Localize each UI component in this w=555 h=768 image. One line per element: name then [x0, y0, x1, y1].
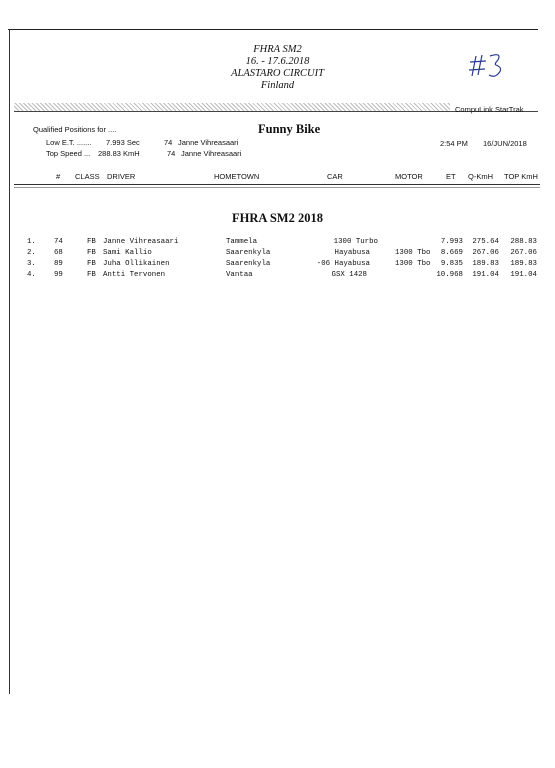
row-hometown: Saarenkyla	[226, 260, 271, 268]
row-num: 74	[54, 238, 63, 246]
col-motor: MOTOR	[395, 172, 423, 181]
header-rule-secondary	[14, 187, 540, 188]
event-circuit: ALASTARO CIRCUIT	[231, 68, 324, 79]
row-driver: Janne Vihreasaari	[103, 238, 179, 246]
top-speed-driver: Janne Vihreasaari	[181, 149, 242, 158]
row-hometown: Tammela	[226, 238, 258, 246]
event-country: Finland	[260, 80, 295, 91]
top-border-line	[8, 29, 538, 30]
hatch-band	[14, 103, 450, 111]
qualified-heading: Qualified Positions for ....	[33, 125, 117, 134]
low-et-label: Low E.T. .......	[46, 138, 92, 147]
col-et: ET	[446, 172, 456, 181]
header-rule	[14, 184, 540, 185]
row-pos: 3.	[27, 260, 36, 268]
row-car: 1300 Turbo	[333, 238, 378, 246]
report-date: 16/JUN/2018	[483, 139, 527, 148]
row-qkmh: 267.06	[472, 249, 499, 257]
section-title: FHRA SM2 2018	[232, 211, 323, 225]
row-driver: Antti Tervonen	[103, 271, 166, 279]
row-topkmh: 189.83	[510, 260, 537, 268]
top-speed-number: 74	[167, 149, 176, 158]
row-car: -06 Hayabusa	[316, 260, 370, 268]
top-speed-value: 288.83 KmH	[98, 149, 140, 158]
report-time: 2:54 PM	[440, 139, 468, 148]
row-class: FB	[87, 238, 96, 246]
row-driver: Sami Kallio	[103, 249, 152, 257]
row-et: 10.968	[436, 271, 463, 279]
row-qkmh: 275.64	[472, 238, 499, 246]
col-num: #	[56, 172, 61, 181]
event-dates: 16. - 17.6.2018	[245, 56, 310, 67]
row-motor: 1300 Tbo	[395, 249, 431, 257]
row-car: Hayabusa	[334, 249, 370, 257]
col-qkmh: Q-KmH	[468, 172, 493, 181]
row-class: FB	[87, 260, 96, 268]
row-topkmh: 267.06	[510, 249, 537, 257]
row-et: 9.835	[440, 260, 463, 268]
col-car: CAR	[327, 172, 343, 181]
left-border-line	[9, 29, 10, 694]
row-topkmh: 288.83	[510, 238, 537, 246]
row-topkmh: 191.04	[510, 271, 537, 279]
row-qkmh: 189.83	[472, 260, 499, 268]
row-motor: 1300 Tbo	[395, 260, 431, 268]
row-pos: 2.	[27, 249, 36, 257]
row-num: 99	[54, 271, 63, 279]
row-et: 8.669	[440, 249, 463, 257]
row-car: GSX 1428	[331, 271, 367, 279]
row-num: 68	[54, 249, 63, 257]
class-title: Funny Bike	[258, 122, 321, 136]
col-class: CLASS	[75, 172, 100, 181]
low-et-number: 74	[164, 138, 173, 147]
row-hometown: Saarenkyla	[226, 249, 271, 257]
row-hometown: Vantaa	[226, 271, 253, 279]
row-qkmh: 191.04	[472, 271, 499, 279]
row-class: FB	[87, 249, 96, 257]
row-pos: 1.	[27, 238, 36, 246]
col-hometown: HOMETOWN	[214, 172, 260, 181]
handwritten-mark	[468, 50, 508, 80]
top-speed-label: Top Speed ...	[46, 149, 91, 158]
row-pos: 4.	[27, 271, 36, 279]
software-label: CompuLink StarTrak	[455, 105, 524, 114]
low-et-driver: Janne Vihreasaari	[178, 138, 239, 147]
col-driver: DRIVER	[107, 172, 136, 181]
col-topkmh: TOP KmH	[504, 172, 538, 181]
event-name: FHRA SM2	[253, 44, 302, 55]
low-et-value: 7.993 Sec	[106, 138, 140, 147]
row-class: FB	[87, 271, 96, 279]
row-et: 7.993	[440, 238, 463, 246]
row-driver: Juha Ollikainen	[103, 260, 170, 268]
row-num: 89	[54, 260, 63, 268]
